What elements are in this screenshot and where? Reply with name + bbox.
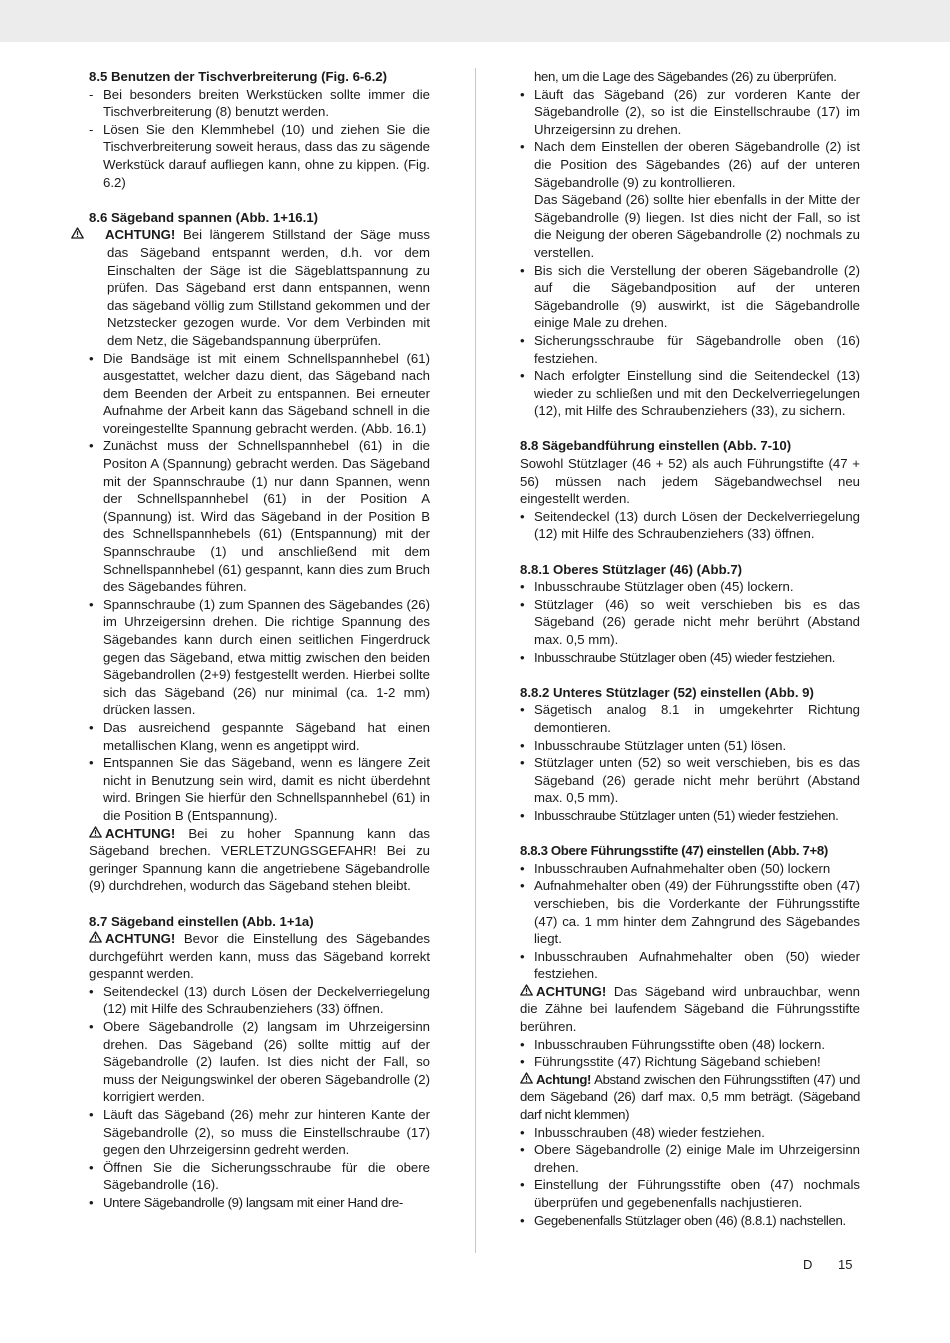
list-item [520, 877, 860, 947]
list-item-text: Entspannen Sie das Sägeband, wenn es längere Zeit nicht in Benutzung sein wird, damit es nicht überdehnt wird. Bringen Sie hierfür den Schnellspannhebel (61) in die Position B (Entspannung). [103, 755, 430, 823]
bullet-marker: • [520, 1036, 525, 1052]
list-item [89, 754, 430, 824]
warning-text: Bei längerem Stillstand der Säge muss das Sägeband entspannt werden, d.h. vor dem Einschalten der Säge ist die Sägeblattspannung zu prüfen. Das Sägeband erst dann entspannen, wenn das sägeband völlig zum Stillstand gekommen und der Netzstecker gezogen wurde. Vor dem Verbinden mit dem Netz, die Sägebandspannung überprüfen. [107, 227, 430, 348]
warning-icon [520, 1071, 534, 1089]
section-heading: 8.6 Sägeband spannen (Abb. 1+16.1) [89, 209, 319, 225]
list-item [89, 1018, 430, 1106]
list-item-text: Inbusschrauben Führungsstifte oben (48) lockern. [534, 1036, 826, 1052]
warning-notice [89, 825, 430, 895]
warning-icon [89, 226, 103, 244]
list-item [89, 121, 430, 191]
list-item-text: Inbusschrauben Aufnahmehalter oben (50) wieder festziehen. [534, 948, 860, 982]
list-item-text: Aufnahmehalter oben (49) der Führungsstifte oben (47) verschieben, bis die Vorderkante der Führungsstifte (47) ca. 1 mm hinter dem Zahngrund des Sägebandes liegt. [534, 878, 860, 947]
list-item [520, 1141, 860, 1176]
list-item [520, 1212, 860, 1230]
bullet-marker: • [89, 1107, 94, 1123]
bullet-marker: • [520, 737, 525, 753]
right-column [520, 68, 860, 1229]
list-item [520, 649, 860, 667]
bullet-marker: • [520, 508, 525, 524]
bullet-marker: • [89, 1019, 94, 1035]
list-item [520, 138, 860, 191]
bullet-marker: • [89, 350, 94, 366]
bullet-marker: • [89, 1159, 94, 1175]
list-item-text: Stützlager (46) so weit verschieben bis es das Sägeband (26) gerade nicht mehr berührt (Abstand max. 0,5 mm). [534, 596, 860, 647]
left-column [89, 68, 430, 1212]
warning-text: Abstand zwischen den Führungsstiften (47) und dem Sägeband (26) darf max. 0,5 mm beträgt. (Sägeband darf nicht klemmen) [520, 1071, 860, 1123]
bullet-marker: - [89, 121, 94, 137]
bullet-marker: - [89, 86, 94, 102]
list-item-text: Obere Sägebandrolle (2) langsam im Uhrzeigersinn drehen. Das Sägeband (26) sollte mittig auf der Sägebandrolle (2) laufen. Ist dies nicht der Fall, so muss der Neigungswinkel der oberen Sägebandrolle (2) korrigiert werden. [103, 1019, 430, 1105]
bullet-marker: • [89, 719, 94, 735]
bullet-marker: • [89, 755, 94, 771]
warning-notice [520, 983, 860, 1036]
bullet-marker: • [520, 1054, 525, 1070]
section-heading: 8.8.2 Unteres Stützlager (52) einstellen (Abb. 9) [520, 684, 814, 700]
bullet-marker: • [520, 755, 525, 771]
list-item-text: Die Bandsäge ist mit einem Schnellspannhebel (61) ausgestattet, welcher dazu dient, das Sägeband nach dem Beenden der Arbeit zu entspannen. Bei erneuter Aufnahme der Arbeit kann das Sägeband schnell in die voreingestellte Spannung gebracht werden. (Abb. 16.1) [103, 350, 430, 436]
list-item [520, 1176, 860, 1211]
section-heading: 8.7 Sägeband einstellen (Abb. 1+1a) [89, 913, 314, 929]
list-item-text: Seitendeckel (13) durch Lösen der Deckelverriegelung (12) mit Hilfe des Schraubenziehers (33) öffnen. [534, 508, 860, 542]
bullet-marker: • [520, 649, 525, 665]
list-item-text: Das ausreichend gespannte Sägeband hat einen metallischen Klang, wenn es angetippt wird. [103, 719, 430, 753]
list-item [89, 1106, 430, 1159]
list-item [89, 350, 430, 438]
list-item-text: Sägetisch analog 8.1 in umgekehrter Richtung demontieren. [534, 702, 860, 735]
list-item-text: Inbusschraube Stützlager oben (45) wieder festziehen. [534, 649, 836, 665]
bullet-marker: • [520, 596, 525, 612]
bullet-marker: • [520, 807, 525, 823]
list-item-text: Inbusschraube Stützlager unten (51) lösen. [534, 737, 787, 753]
list-item-text: Bis sich die Verstellung der oberen Sägebandrolle (2) auf die Sägebandposition auf der unteren Sägebandrolle (9) auswirkt, ist die Sägebandrolle einige Male zu drehen. [534, 262, 860, 331]
bullet-marker: • [520, 262, 525, 278]
list-item [89, 983, 430, 1018]
list-item [520, 701, 860, 736]
list-item [520, 737, 860, 755]
list-item-text: Lösen Sie den Klemmhebel (10) und ziehen Sie die Tischverbreiterung soweit heraus, dass das zu sägende Werkstück darauf aufliegen kann, ohne zu kippen. (Fig. 6.2) [103, 121, 430, 190]
bullet-marker: • [520, 860, 525, 876]
bullet-marker: • [520, 368, 525, 384]
list-item-text: Läuft das Sägeband (26) mehr zur hinteren Kante der Sägebandrolle (2), so muss die Einstellschraube (17) gegen den Uhrzeigersinn gedreht werden. [103, 1107, 430, 1158]
warning-notice [520, 1071, 860, 1124]
list-item-text: Inbusschraube Stützlager oben (45) lockern. [534, 579, 794, 595]
bullet-marker: • [89, 983, 94, 999]
list-item [520, 1124, 860, 1142]
bullet-marker: • [520, 1177, 525, 1193]
bullet-marker: • [520, 139, 525, 155]
list-item-text: Nach dem Einstellen der oberen Sägebandrolle (2) ist die Position des Sägebandes (26) auf der unteren Sägebandrolle (9) zu kontrollieren. [534, 139, 860, 190]
bullet-marker: • [520, 1142, 525, 1158]
warning-icon [89, 930, 103, 948]
warning-notice [89, 226, 430, 349]
list-item [520, 1036, 860, 1054]
bullet-marker: • [520, 332, 525, 348]
bullet-marker: • [520, 1212, 525, 1228]
list-item-text: Untere Sägebandrolle (9) langsam mit einer Hand dre- [103, 1195, 403, 1210]
section-heading: 8.8.1 Oberes Stützlager (46) (Abb.7) [520, 561, 743, 577]
list-item [520, 508, 860, 543]
warning-icon [520, 983, 534, 1001]
list-item [520, 860, 860, 878]
list-item-text: Spannschraube (1) zum Spannen des Sägebandes (26) im Uhrzeigersinn drehen. Die richtige Spannung des Sägebandes kann durch einen seitlichen Fingerdruck gegen das Sägeband, etwa mittig zwischen den beiden Sägebandrollen (2+9) festgestellt werden. Hierbei sollte sich das Sägeband (26) nur minimal (ca. 1-2 mm) drücken lassen. [103, 596, 430, 718]
list-item-text: Führungsstite (47) Richtung Sägeband schieben! [534, 1054, 821, 1070]
bullet-marker: • [520, 878, 525, 894]
list-item-text: Öffnen Sie die Sicherungsschraube für die obere Sägebandrolle (16). [103, 1159, 430, 1193]
list-item [89, 596, 430, 719]
bullet-marker: • [89, 1195, 94, 1210]
list-item [89, 86, 430, 121]
paragraph: hen, um die Lage des Sägebandes (26) zu überprüfen. [534, 69, 837, 84]
list-item [520, 332, 860, 367]
list-item [520, 948, 860, 983]
bullet-marker: • [520, 948, 525, 964]
bullet-marker: • [520, 579, 525, 595]
bullet-marker: • [89, 438, 94, 454]
list-item-text: Sicherungsschraube für Sägebandrolle oben (16) festziehen. [534, 332, 860, 366]
bullet-marker: • [520, 86, 525, 102]
warning-text: Bevor die Einstellung des Sägebandes durchgeführt werden kann, muss das Sägeband korrekt gespannt werden. [89, 931, 430, 982]
list-item [89, 437, 430, 595]
list-item-text: Inbusschraube Stützlager unten (51) wieder festziehen. [534, 807, 839, 823]
list-item [520, 86, 860, 139]
warning-label: Achtung! [536, 1071, 592, 1087]
list-item [520, 578, 860, 596]
column-divider [475, 68, 476, 1253]
footer-language: D [803, 1257, 813, 1272]
list-item-text: Obere Sägebandrolle (2) einige Male im Uhrzeigersinn drehen. [534, 1142, 860, 1175]
page-number: 15 [838, 1257, 853, 1272]
list-item-text: Seitendeckel (13) durch Lösen der Deckelverriegelung (12) mit Hilfe des Schraubenziehers (33) öffnen. [103, 983, 430, 1017]
list-item-text: Stützlager unten (52) so weit verschieben, bis es das Sägeband (26) gerade nicht mehr berührt (Abstand max. 0,5 mm). [534, 755, 860, 806]
warning-text: Bei zu hoher Spannung kann das Sägeband brechen. VERLETZUNGSGEFAHR! Bei zu geringer Spannung kann die angetriebene Sägebandrolle (9) durchdrehen, wodurch das Sägeband stehen bleibt. [89, 825, 430, 894]
top-bar [0, 0, 950, 42]
bullet-marker: • [520, 702, 525, 718]
warning-label: ACHTUNG! [105, 931, 176, 947]
warning-notice [89, 930, 430, 983]
list-item-text: Inbusschrauben (48) wieder festziehen. [534, 1124, 765, 1140]
warning-text: Das Sägeband wird unbrauchbar, wenn die Zähne bei laufendem Sägeband die Führungsstifte berühren. [520, 983, 860, 1035]
list-item-text: Nach erfolgter Einstellung sind die Seitendeckel (13) wieder zu schließen und mit den Deckelverriegelungen (12), mit Hilfe des Schraubenziehers (33), zu sichern. [534, 368, 860, 419]
list-item [520, 807, 860, 825]
list-item [89, 1194, 430, 1212]
warning-label: ACHTUNG! [536, 983, 607, 999]
warning-icon [89, 825, 103, 843]
list-item [520, 367, 860, 420]
section-heading: 8.5 Benutzen der Tischverbreiterung (Fig. 6-6.2) [89, 69, 388, 84]
list-item [89, 1159, 430, 1194]
list-item-text: Inbusschrauben Aufnahmehalter oben (50) lockern [534, 860, 831, 876]
bullet-marker: • [520, 1124, 525, 1140]
bullet-marker: • [89, 596, 94, 612]
list-item-text: Zunächst muss der Schnellspannhebel (61) in die Positon A (Spannung) gebracht werden. Das Sägeband mit der Spannschraube (1) nur dann Spannen, wenn der Schnellspannhebel (61) in der Position A (Spannung) ist. Wird das Sägeband in der Position B des Schnellspannhebels (61) (Entspannung) mit der Spannschraube (1) und anschließend mit dem Schnellspannhebel (61) gespannt, kann dies zum Bruch des Sägebandes führen. [103, 438, 430, 595]
list-item [89, 719, 430, 754]
paragraph: Sowohl Stützlager (46 + 52) als auch Führungstifte (47 + 56) müssen nach jedem Sägebandwechsel neu eingestellt werden. [520, 456, 860, 507]
list-item [520, 596, 860, 649]
section-heading: 8.8.3 Obere Führungsstifte (47) einstellen (Abb. 7+8) [520, 843, 828, 859]
list-item [520, 262, 860, 332]
list-item-text: Läuft das Sägeband (26) zur vorderen Kante der Sägebandrolle (2), so ist die Einstellschraube (17) im Uhrzeigersinn zu drehen. [534, 86, 860, 137]
warning-label: ACHTUNG! [105, 825, 176, 841]
list-item-text: Bei besonders breiten Werkstücken sollte immer die Tischverbreiterung (8) benutzt werden. [103, 86, 430, 120]
list-item [520, 754, 860, 807]
list-item-text: Gegebenenfalls Stützlager oben (46) (8.8.1) nachstellen. [534, 1212, 846, 1228]
warning-label: ACHTUNG! [105, 227, 176, 243]
section-heading: 8.8 Sägebandführung einstellen (Abb. 7-10) [520, 438, 792, 454]
paragraph: Das Sägeband (26) sollte hier ebenfalls in der Mitte der Sägebandrolle (9) liegen. Ist dies nicht der Fall, so ist die Neigung der oberen Sägebandrolle (2) nochmals zu verstellen. [534, 192, 860, 260]
list-item-text: Einstellung der Führungsstifte oben (47) nochmals überprüfen und gegebenenfalls nachjustieren. [534, 1177, 860, 1210]
list-item [520, 1053, 860, 1071]
